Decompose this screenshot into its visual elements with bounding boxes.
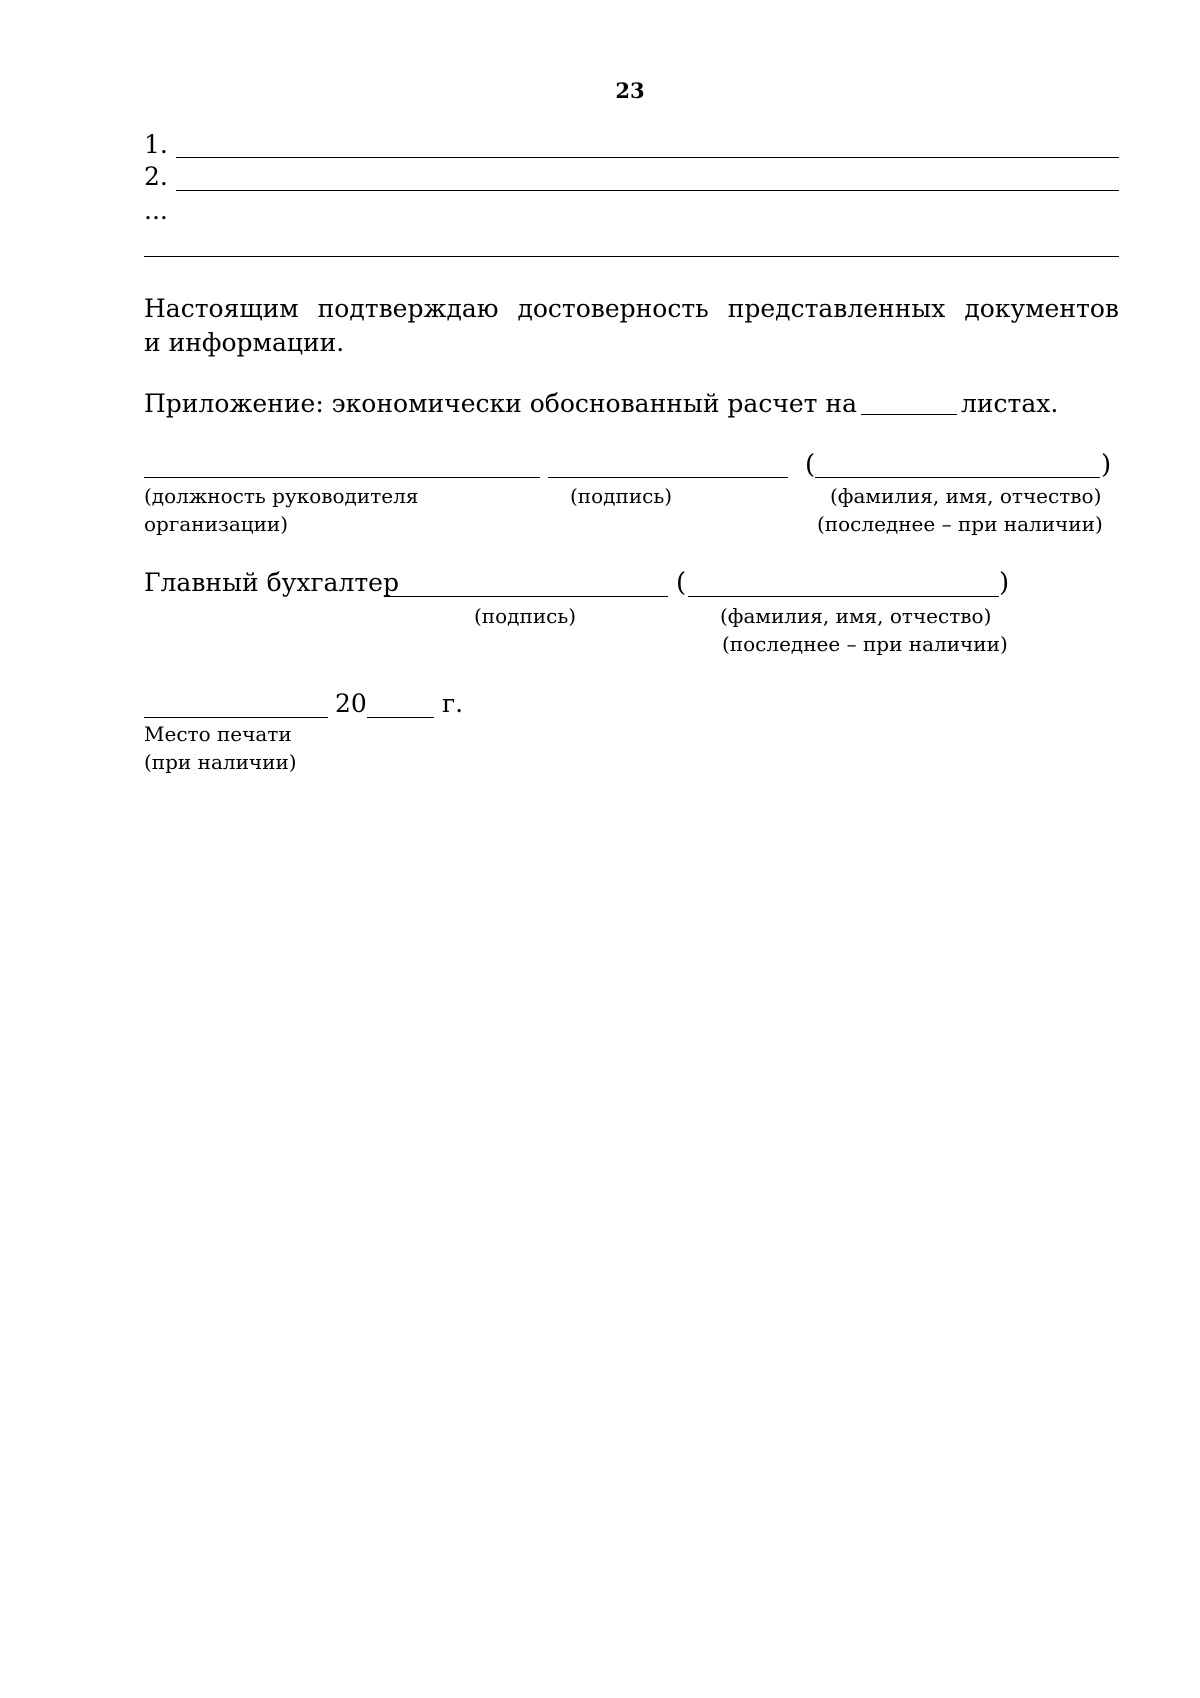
head-signature-blank-line <box>548 477 788 478</box>
head-position-caption-2: организации) <box>144 512 289 536</box>
confirmation-word: документов <box>964 294 1119 323</box>
stamp-caption-1: Место печати <box>144 722 292 746</box>
list-item-2-number: 2. <box>144 162 168 191</box>
appendix-sheets-word: листах. <box>961 389 1059 418</box>
accountant-name-close-paren: ) <box>999 568 1010 598</box>
accountant-name-caption-1: (фамилия, имя, отчество) <box>720 604 992 628</box>
head-name-blank-line <box>815 477 1100 478</box>
confirmation-word: подтверждаю <box>317 294 499 323</box>
accountant-name-blank-line <box>688 596 999 597</box>
confirmation-word: представленных <box>727 294 946 323</box>
appendix-sheets-blank <box>857 389 961 418</box>
list-item-1-blank-line <box>176 157 1119 158</box>
head-name-caption-2: (последнее – при наличии) <box>817 512 1103 536</box>
confirmation-line-1 <box>144 292 1119 326</box>
accountant-name-caption-2: (последнее – при наличии) <box>722 632 1008 656</box>
head-name-close-paren: ) <box>1101 450 1112 480</box>
appendix-line <box>144 389 1058 418</box>
accountant-signature-blank-line <box>384 596 668 597</box>
stamp-caption-2: (при наличии) <box>144 750 297 774</box>
list-ellipsis: ... <box>144 196 168 225</box>
head-name-open-paren: ( <box>805 450 816 480</box>
confirmation-word: Настоящим <box>144 294 299 323</box>
head-position-caption-1: (должность руководителя <box>144 484 419 508</box>
date-year-blank-line <box>367 717 434 718</box>
list-item-1-number: 1. <box>144 130 168 159</box>
list-extra-blank-line <box>144 256 1119 257</box>
list-item-2-blank-line <box>176 190 1119 191</box>
accountant-signature-caption: (подпись) <box>474 604 577 628</box>
confirmation-line-2: и информации. <box>144 328 345 357</box>
head-signature-caption: (подпись) <box>570 484 673 508</box>
accountant-name-open-paren: ( <box>676 568 687 598</box>
date-year-suffix: г. <box>442 689 464 718</box>
head-name-caption-1: (фамилия, имя, отчество) <box>830 484 1102 508</box>
head-position-blank-line <box>144 477 540 478</box>
appendix-text: Приложение: экономически обоснованный расчет на <box>144 389 858 418</box>
date-day-month-blank-line <box>144 717 328 718</box>
chief-accountant-label: Главный бухгалтер <box>144 568 399 597</box>
confirmation-word: достоверность <box>517 294 709 323</box>
date-century: 20 <box>335 689 367 718</box>
confirmation-paragraph <box>144 292 1119 360</box>
page-number: 23 <box>615 78 645 103</box>
